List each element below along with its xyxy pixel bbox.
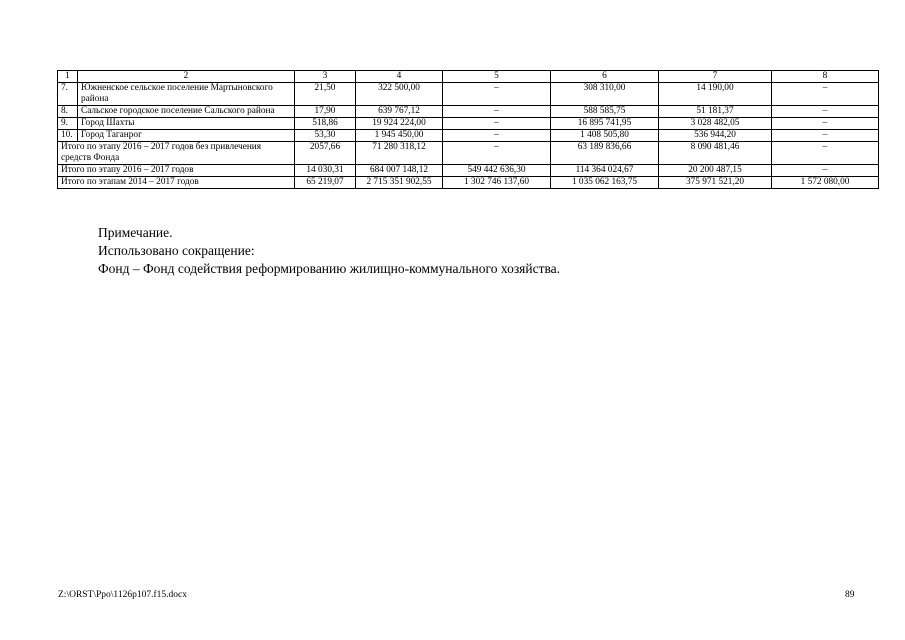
footer-page-number: 89 <box>845 590 855 600</box>
row-name: Город Таганрог <box>78 130 295 142</box>
cell-col3: 2057,66 <box>295 142 356 165</box>
cell-col7: 14 190,00 <box>659 83 772 106</box>
cell-col4: 19 924 224,00 <box>356 118 443 130</box>
cell-col4: 71 280 318,12 <box>356 142 443 165</box>
row-number: 9. <box>58 118 78 130</box>
row-name: Южненское сельское поселение Мартыновского района <box>78 83 295 106</box>
cell-col3: 53,30 <box>295 130 356 142</box>
total-label: Итого по этапу 2016 – 2017 годов без привлечения средств Фонда <box>58 142 295 165</box>
cell-col5: – <box>443 130 551 142</box>
note-abbreviation-intro: Использовано сокращение: <box>98 243 255 258</box>
cell-col6: 16 895 741,95 <box>551 118 659 130</box>
cell-col3: 14 030,31 <box>295 165 356 177</box>
row-number: 7. <box>58 83 78 106</box>
cell-col5: – <box>443 83 551 106</box>
cell-col3: 21,50 <box>295 83 356 106</box>
cell-col4: 2 715 351 902,55 <box>356 177 443 189</box>
header-cell: 3 <box>295 71 356 83</box>
cell-col7: 20 200 487,15 <box>659 165 772 177</box>
total-row <box>58 142 879 165</box>
cell-col5: – <box>443 142 551 165</box>
cell-col5: – <box>443 118 551 130</box>
header-cell: 6 <box>551 71 659 83</box>
table-row <box>58 106 879 118</box>
header-cell: 7 <box>659 71 772 83</box>
cell-col7: 51 181,37 <box>659 106 772 118</box>
cell-col5: – <box>443 106 551 118</box>
cell-col5: 549 442 636,30 <box>443 165 551 177</box>
cell-col3: 518,86 <box>295 118 356 130</box>
row-number: 8. <box>58 106 78 118</box>
cell-col8: – <box>772 83 879 106</box>
cell-col7: 375 971 521,20 <box>659 177 772 189</box>
cell-col6: 588 585,75 <box>551 106 659 118</box>
cell-col6: 1 408 505,80 <box>551 130 659 142</box>
total-row <box>58 177 879 189</box>
table-row <box>58 130 879 142</box>
cell-col6: 308 310,00 <box>551 83 659 106</box>
cell-col8: – <box>772 165 879 177</box>
cell-col8: – <box>772 106 879 118</box>
cell-col8: – <box>772 130 879 142</box>
cell-col6: 1 035 062 163,75 <box>551 177 659 189</box>
header-cell: 8 <box>772 71 879 83</box>
footer-file-path: Z:\ORST\Ppo\1126p107.f15.docx <box>58 590 187 600</box>
cell-col6: 114 364 024,67 <box>551 165 659 177</box>
row-name: Сальское городское поселение Сальского района <box>78 106 295 118</box>
header-cell: 5 <box>443 71 551 83</box>
cell-col8: 1 572 080,00 <box>772 177 879 189</box>
cell-col7: 8 090 481,46 <box>659 142 772 165</box>
note-abbreviation-definition: Фонд – Фонд содействия реформированию жилищно-коммунального хозяйства. <box>98 261 561 276</box>
cell-col4: 322 500,00 <box>356 83 443 106</box>
cell-col7: 3 028 482,05 <box>659 118 772 130</box>
cell-col3: 65 219,07 <box>295 177 356 189</box>
cell-col8: – <box>772 142 879 165</box>
header-cell: 2 <box>78 71 295 83</box>
table-row <box>58 83 879 106</box>
note-title: Примечание. <box>98 225 173 240</box>
cell-col8: – <box>772 118 879 130</box>
cell-col3: 17,90 <box>295 106 356 118</box>
table-header-row <box>58 71 879 83</box>
cell-col6: 63 189 836,66 <box>551 142 659 165</box>
total-label: Итого по этапу 2016 – 2017 годов <box>58 165 295 177</box>
table-row <box>58 118 879 130</box>
data-table <box>57 70 879 189</box>
cell-col4: 639 767,12 <box>356 106 443 118</box>
row-name: Город Шахты <box>78 118 295 130</box>
cell-col4: 1 945 450,00 <box>356 130 443 142</box>
row-number: 10. <box>58 130 78 142</box>
header-cell: 4 <box>356 71 443 83</box>
total-row <box>58 165 879 177</box>
cell-col4: 684 007 148,12 <box>356 165 443 177</box>
total-label: Итого по этапам 2014 – 2017 годов <box>58 177 295 189</box>
cell-col5: 1 302 746 137,60 <box>443 177 551 189</box>
cell-col7: 536 944,20 <box>659 130 772 142</box>
header-cell: 1 <box>58 71 78 83</box>
